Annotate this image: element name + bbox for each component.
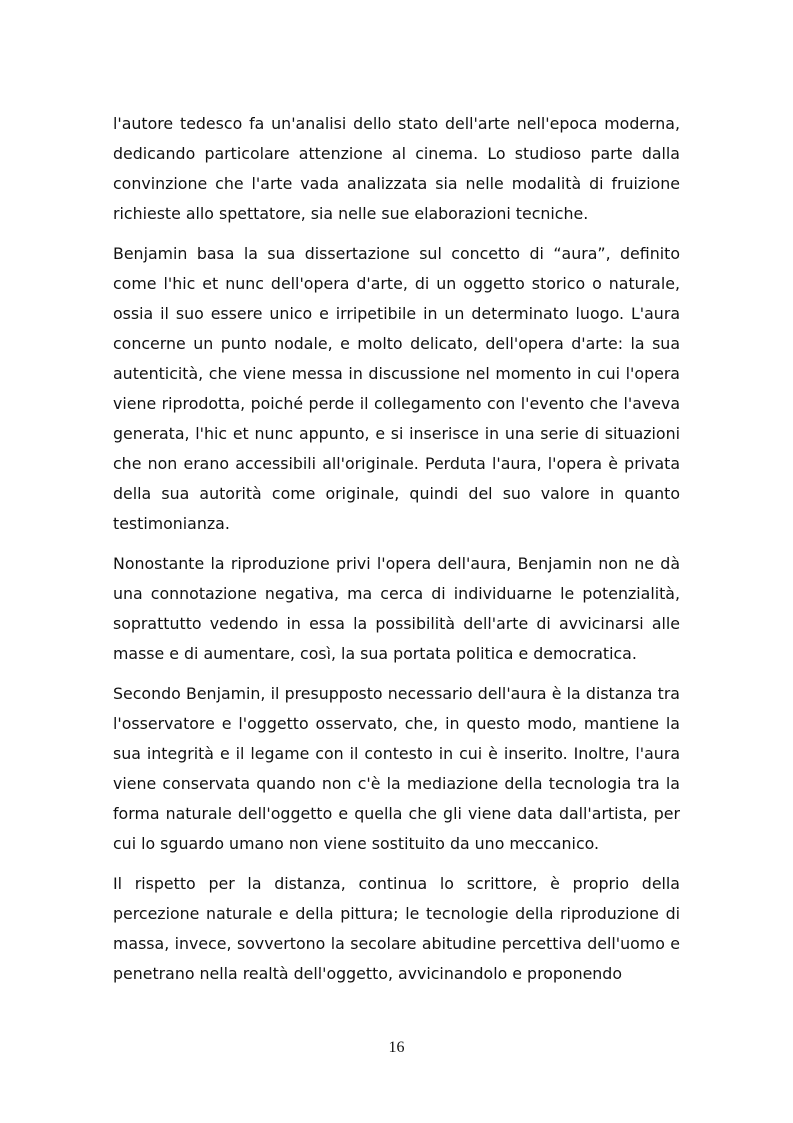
paragraph-3: Nonostante la riproduzione privi l'opera dell'aura, Benjamin non ne dà una connotazione negativa, ma cerca di individuarne le potenzialità, soprattutto vedendo in essa la possibilità dell'arte di avvicinarsi alle masse e di aumentare, così, la sua portata politica e democratica. — [113, 554, 680, 663]
page-number: 16 — [388, 1039, 405, 1056]
paragraph-1: l'autore tedesco fa un'analisi dello stato dell'arte nell'epoca moderna, dedicando particolare attenzione al cinema. Lo studioso parte dalla convinzione che l'arte vada analizzata sia nelle modalità di fruizione richieste allo spettatore, sia nelle sue elaborazioni tecniche. — [113, 114, 680, 223]
body-text — [113, 109, 680, 999]
paragraph-4: Secondo Benjamin, il presupposto necessario dell'aura è la distanza tra l'osservatore e l'oggetto osservato, che, in questo modo, mantiene la sua integrità e il legame con il contesto in cui è inserito. Inoltre, l'aura viene conservata quando non c'è la mediazione della tecnologia tra la forma naturale dell'oggetto e quella che gli viene data dall'artista, per cui lo sguardo umano non viene sostituito da uno meccanico. — [113, 684, 680, 853]
paragraph-2: Benjamin basa la sua dissertazione sul concetto di “aura”, definito come l'hic et nunc dell'opera d'arte, di un oggetto storico o naturale, ossia il suo essere unico e irripetibile in un determinato luogo. L'aura concerne un punto nodale, e molto delicato, dell'opera d'arte: la sua autenticità, che viene messa in discussione nel momento in cui l'opera viene riprodotta, poiché perde il collegamento con l'evento che l'aveva generata, l'hic et nunc appunto, e si inserisce in una serie di situazioni che non erano accessibili all'originale. Perduta l'aura, l'opera è privata della sua autorità come originale, quindi del suo valore in quanto testimonianza. — [113, 244, 680, 533]
paragraph-5: Il rispetto per la distanza, continua lo scrittore, è proprio della percezione naturale e della pittura; le tecnologie della riproduzione di massa, invece, sovvertono la secolare abitudine percettiva dell'uomo e penetrano nella realtà dell'oggetto, avvicinandolo e proponendo — [113, 874, 680, 983]
